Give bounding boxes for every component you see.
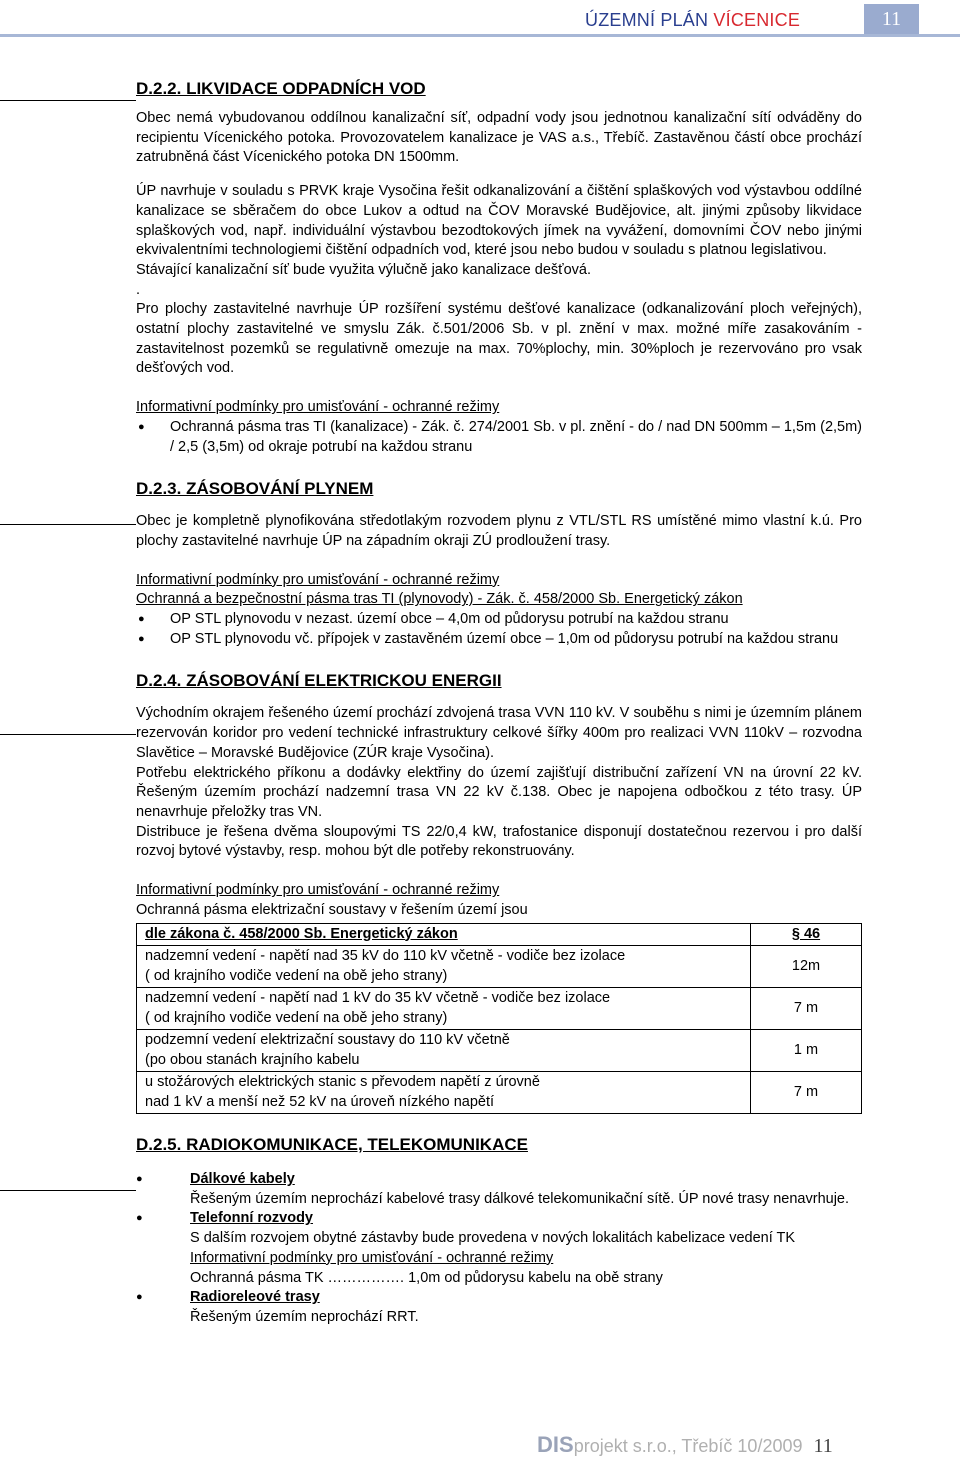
cell-line: nad 1 kV a menší než 52 kV na úroveň nízkého napětí [145,1093,495,1110]
paragraph: Pro plochy zastavitelné navrhuje ÚP rozšíření systému dešťové kanalizace (odkanalizování ploch veřejných), ostatní plochy zastavitelné ve smyslu Zák. č.501/2006 Sb. v pl. znění v max. možné míře zasakováním - zastavitelnost pozemků se regulativně omezuje na max. 70%plochy, min. 30%ploch je rezervováno pro vsak dešťových vod. [136,301,862,377]
protection-zones-table [136,923,862,1115]
subheading: Ochranná a bezpečnostní pásma tras TI (plynovody) - Zák. č. 458/2000 Sb. Energetický zákon [136,591,743,608]
item-title: ● Radioreleové trasy [190,1289,320,1306]
list-item: ● Ochranná pásma tras TI (kanalizace) - Zák. č. 274/2001 Sb. v pl. znění - do / nad DN 500mm – 1,5m (2,5m) / 2,5 (3,5m) od okraje potrubí na každou stranu [136,418,862,457]
table-cell-value: 7 m [751,988,862,1030]
header-rule [0,34,960,37]
info-heading: Informativní podmínky pro umisťování - ochranné režimy [136,882,500,899]
cell-line: ( od krajního vodiče vedení na obě jeho strany) [145,967,448,984]
section-title-d225: D.2.5. RADIOKOMUNIKACE, TELEKOMUNIKACE [136,1135,528,1154]
item-title: ● Telefonní rozvody [190,1210,313,1227]
footer-text: projekt s.r.o., Třebíč 10/2009 [573,1436,803,1456]
item-text: Řešeným územím neprochází RRT. [190,1308,419,1325]
list-item: ● OP STL plynovodu v nezast. území obce – 4,0m od půdorysu potrubí na každou stranu [136,610,862,630]
paragraph: Východním okrajem řešeného území prochází zdvojená trasa VVN 110 kV. V souběhu s nimi je územním plánem rezervován koridor pro vedení technické infrastruktury celkové šířky 400m pro realizaci VVN 110kV – rozvodna Slavětice – Moravské Budějovice (ZÚR kraje Vysočina). [136,705,862,761]
table-cell-label [137,1030,751,1072]
list-item [136,1288,862,1327]
list-item [136,1170,862,1209]
cell-line: ( od krajního vodiče vedení na obě jeho strany) [145,1009,448,1026]
bullet-list [136,610,862,649]
bullet-list [136,1170,862,1328]
table-cell-value: 1 m [751,1030,862,1072]
section-title-d224: D.2.4. ZÁSOBOVÁNÍ ELEKTRICKOU ENERGII [136,671,502,691]
paragraph: Potřebu elektrického příkonu a dodávky elektřiny do území zajišťují distribuční zařízení VN na úrovní 22 kV. Řešeným územím prochází nadzemní trasa VN 22 kV č.138. Obec je napojena odbočkou z této trasy. ÚP nenavrhuje přeložky tras VN. [136,764,862,820]
item-title: ● Dálkové kabely [190,1171,295,1187]
paragraph: Distribuce je řešena dvěma sloupovými TS 22/0,4 kW, trafostanice disponují dostatečnou rezervou i pro další rozvoj bytové výstavby, resp. mohou být dle potřeby rekonstruovány. [136,823,862,860]
section-rule [0,1190,136,1191]
paragraph: Stávající kanalizační síť bude využita výlučně jako kanalizace dešťová. [136,261,591,278]
section-title-d222: D.2.2. LIKVIDACE ODPADNÍCH VOD [136,79,426,98]
list-item [136,1209,862,1288]
item-text: Řešeným územím neprochází kabelové trasy dálkové telekomunikační sítě. ÚP nové trasy nenavrhuje. [190,1190,850,1207]
table-row [137,988,862,1030]
item-text: Ochranná pásma TK ……………. 1,0m od půdorysu kabelu na obě strany [190,1269,663,1286]
section-rule [0,524,136,525]
table-header-row [137,923,862,946]
table-header-label: dle zákona č. 458/2000 Sb. Energetický zákon [137,923,751,946]
table-cell-value: 12m [751,946,862,988]
table-row [137,946,862,988]
list-item: ● OP STL plynovodu vč. přípojek v zastavěném území obce – 1,0m od půdorysu potrubí na každou stranu [136,630,862,650]
item-text: S dalším rozvojem obytné zástavby bude provedena v nových lokalitách kabelizace vedení TK [190,1230,796,1247]
table-cell-label [137,988,751,1030]
paragraph: ÚP navrhuje v souladu s PRVK kraje Vysočina řešit odkanalizování a čištění splaškových vod výstavbou oddílné kanalizace se sběračem do obce Lukov a odtud na ČOV Moravské Budějovice, alt. jinými způsoby likvidace splaškových vod, např. individuální výstavbou bezodtokových jímek na vyvážení, domovními ČOV nebo jinými ekvivalentními technologiemi čištění odpadních vod, které jsou nebo budou v souladu s platnou legislativou. [136,183,862,259]
page-header [0,4,960,34]
footer-page-number: 11 [813,1435,833,1457]
section-title-d223: D.2.3. ZÁSOBOVÁNÍ PLYNEM [136,479,374,499]
info-heading: Informativní podmínky pro umisťování - ochranné režimy [136,571,500,588]
cell-line: u stožárových elektrických stanic s převodem napětí z úrovně [145,1074,540,1090]
info-heading: Informativní podmínky pro umisťování - ochranné režimy [190,1249,554,1266]
section-rule [0,100,136,101]
table-row [137,1030,862,1072]
document-body [136,78,862,1328]
bullet-list [136,418,862,457]
paragraph: Obec je kompletně plynofikována středotlakým rozvodem plynu z VTL/STL RS umístěné mimo vlastní k.ú. Pro plochy zastavitelné navrhuje ÚP na západním okraji ZÚ prodloužení trasy. [136,513,862,549]
section-rule [0,734,136,735]
table-cell-value: 7 m [751,1072,862,1114]
info-heading: Informativní podmínky pro umisťování - ochranné režimy [136,399,500,416]
header-title-main: ÚZEMNÍ PLÁN [585,10,709,30]
header-title [585,10,800,31]
subheading: Ochranná pásma elektrizační soustavy v řešením území jsou [136,901,528,918]
cell-line: nadzemní vedení - napětí nad 35 kV do 110 kV včetně - vodiče bez izolace [145,948,626,964]
table-cell-label [137,1072,751,1114]
paragraph: . [136,281,141,298]
table-cell-label [137,946,751,988]
company-logo: DIS [537,1432,574,1457]
paragraph: Obec nemá vybudovanou oddílnou kanalizační síť, odpadní vody jsou jednotnou kanalizační sítí odváděny do recipientu Vícenického potoka. Provozovatelem kanalizace je VAS a.s., Třebíč. Zastavěnou částí obce prochází zatrubněná část Vícenického potoka DN 1500mm. [136,110,862,166]
header-page-number: 11 [864,4,919,34]
table-row [137,1072,862,1114]
table-header-value: § 46 [751,923,862,946]
cell-line: nadzemní vedení - napětí nad 1 kV do 35 kV včetně - vodiče bez izolace [145,990,611,1006]
cell-line: podzemní vedení elektrizační soustavy do 110 kV včetně [145,1032,510,1048]
page-footer [537,1432,833,1458]
header-title-accent: VÍCENICE [713,10,801,30]
cell-line: (po obou stanách krajního kabelu [145,1051,360,1068]
